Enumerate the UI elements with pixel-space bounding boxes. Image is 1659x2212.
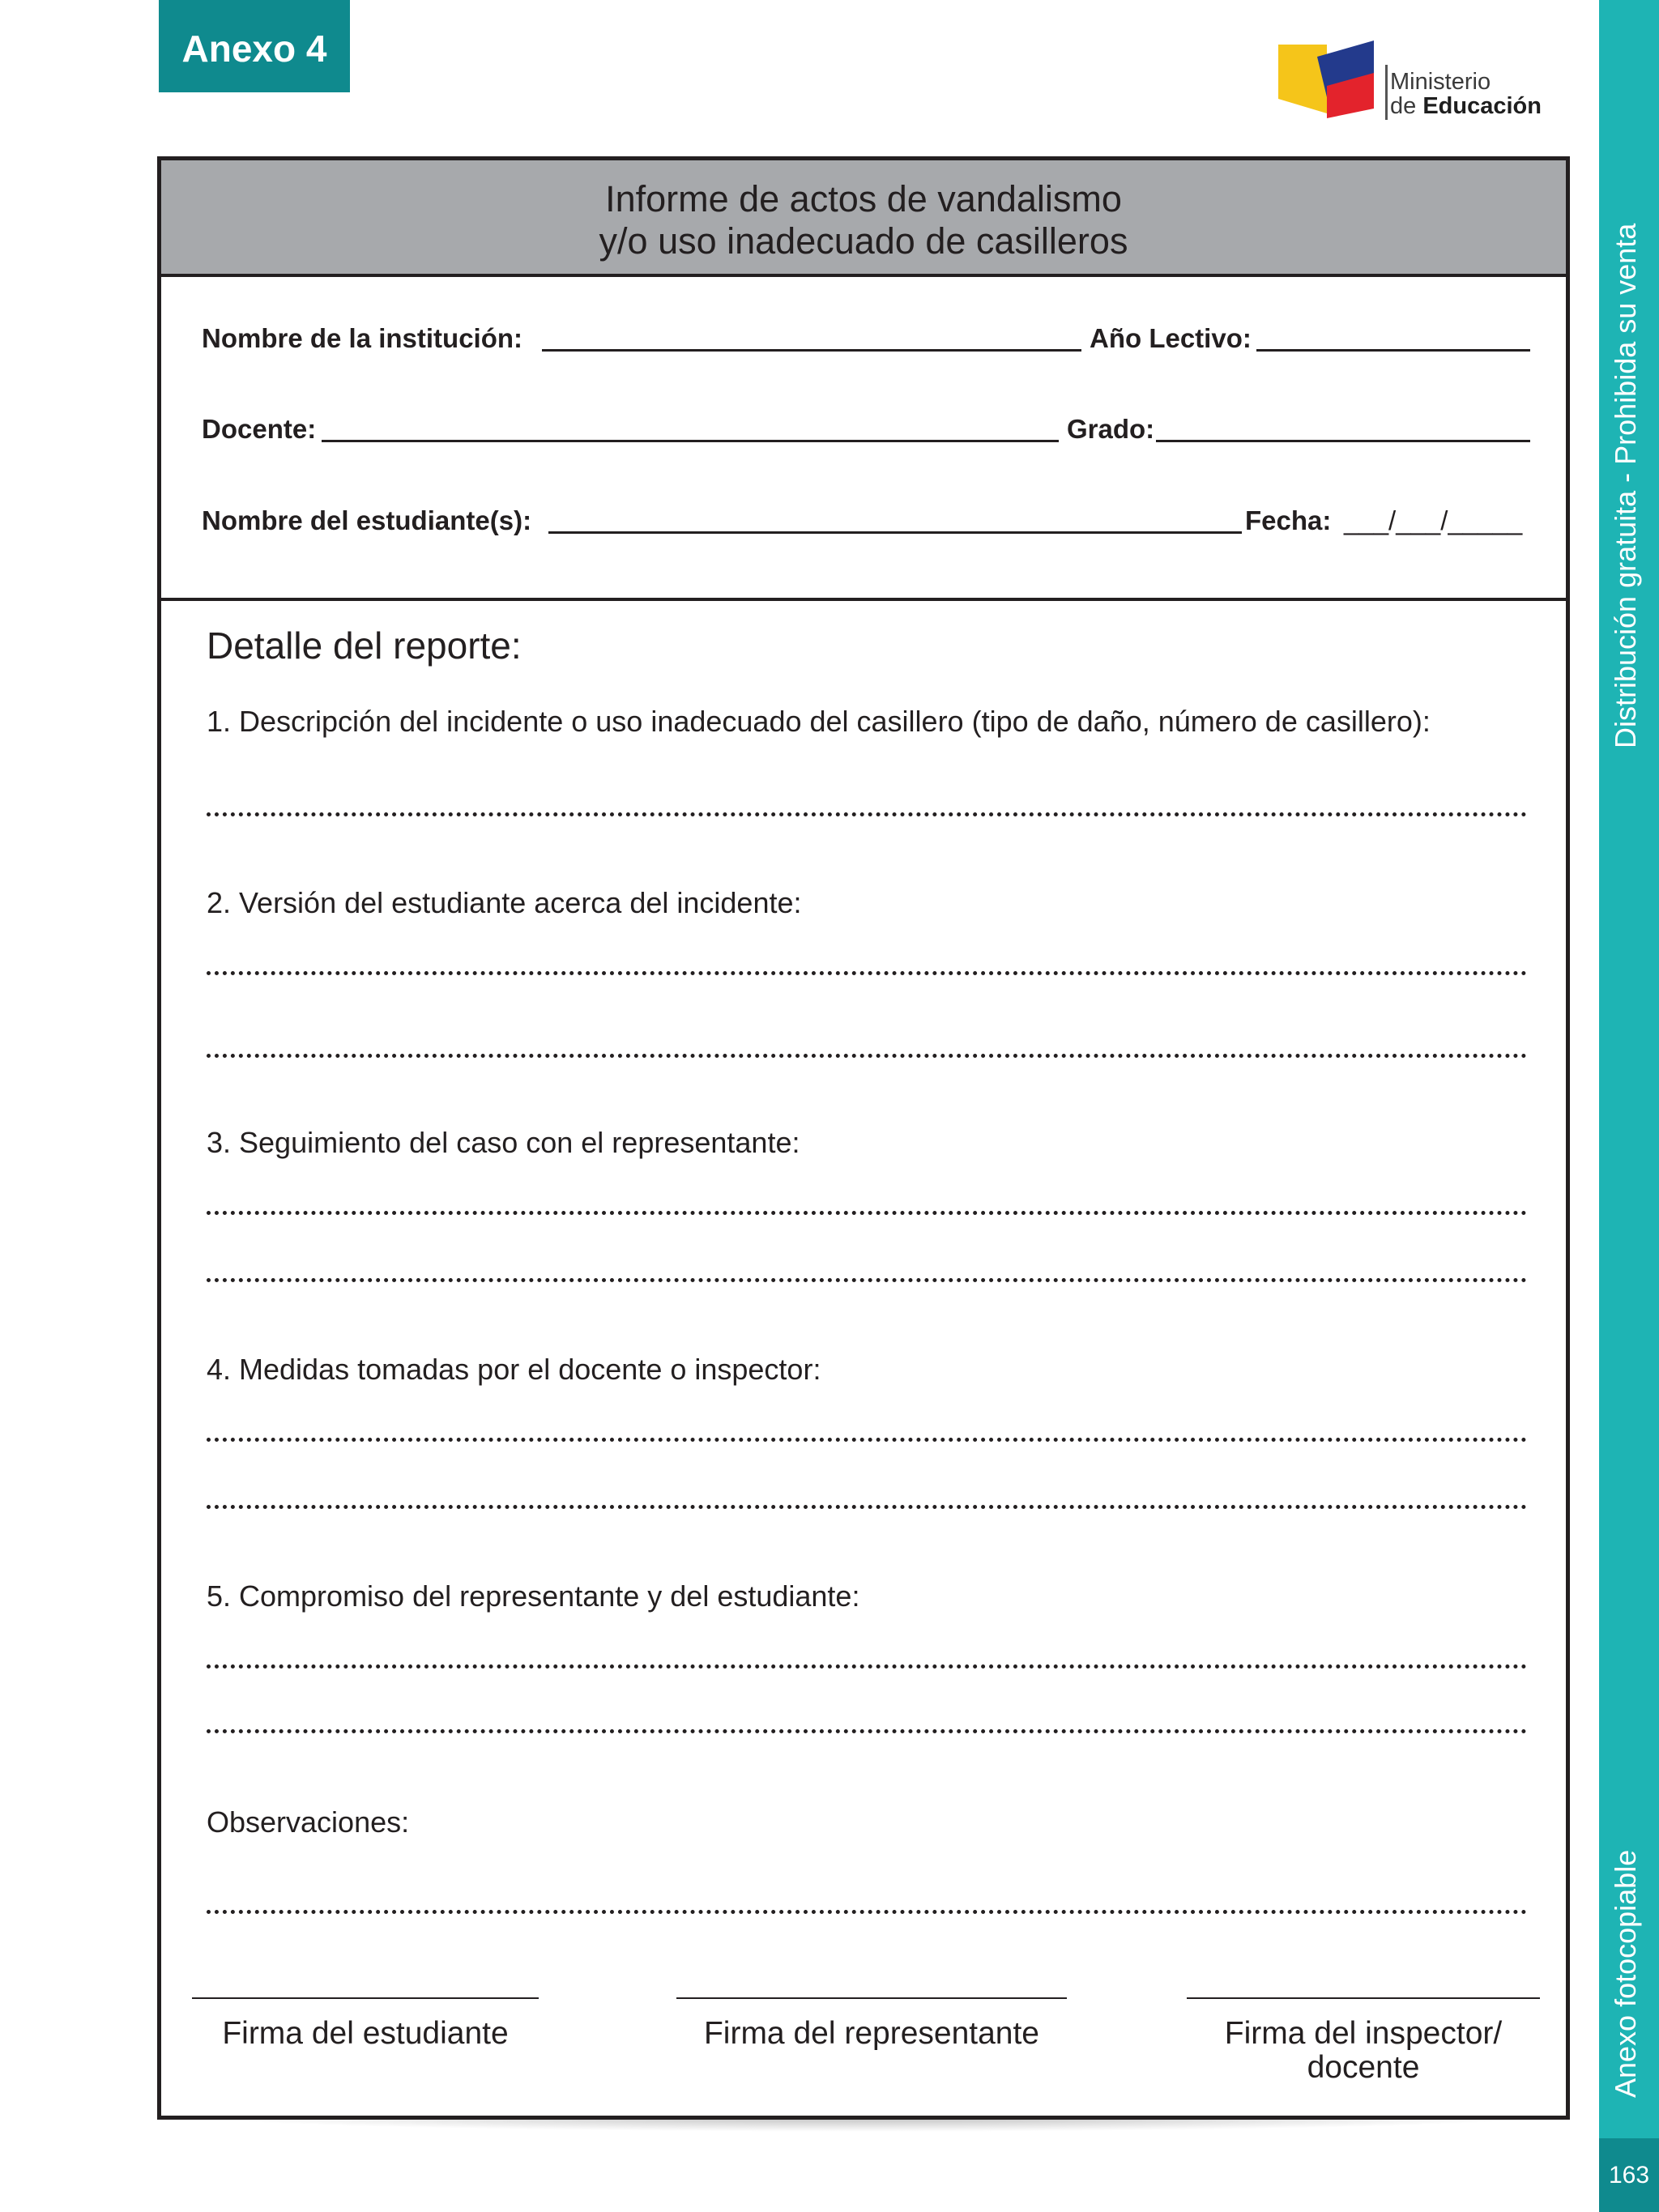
logo-line1: Ministerio [1390,69,1491,95]
date-label: Fecha: [1245,505,1332,535]
answer-line-4b[interactable] [207,1505,1527,1509]
page-number: 163 [1599,2138,1659,2212]
inspector-signature-label [1187,2017,1540,2085]
teacher-input-line[interactable] [322,440,1059,442]
logo-line2-bold: Educación [1422,93,1542,119]
form-header [161,160,1566,277]
answer-line-2b[interactable] [207,1054,1527,1058]
institution-label: Nombre de la institución: [202,323,523,353]
grade-input-line[interactable] [1156,440,1530,442]
logo-line2: de Educación [1390,93,1542,119]
sidebar-annex-text: Anexo fotocopiable [1609,1849,1642,2098]
answer-line-1a[interactable] [207,812,1527,816]
institution-input-line[interactable] [542,349,1081,352]
student-signature-line[interactable] [192,1997,539,1999]
answer-line-3b[interactable] [207,1278,1527,1282]
date-blanks[interactable]: ___/___/_____ [1344,505,1523,535]
answer-line-4a[interactable] [207,1438,1527,1442]
representative-signature-label: Firma del representante [703,2016,1040,2051]
question-5: 5. Compromiso del representante y del estudiante: [207,1579,860,1613]
school-year-input-line[interactable] [1256,349,1530,352]
teacher-label: Docente: [202,414,317,444]
answer-line-5b[interactable] [207,1729,1527,1733]
question-1: 1. Descripción del incidente o uso inadecuado del casillero (tipo de daño, número de casillero): [207,705,1431,738]
logo-divider [1385,65,1388,120]
logo-yellow-shape [1278,45,1327,113]
observations-line[interactable] [207,1910,1527,1914]
student-label: Nombre del estudiante(s): [202,505,532,535]
inspector-signature-line[interactable] [1187,1997,1540,1999]
report-form [157,156,1570,2120]
annex-tag: Anexo 4 [159,0,350,92]
form-title-line1: Informe de actos de vandalismo [605,178,1122,219]
answer-line-3a[interactable] [207,1211,1527,1215]
representative-signature-line[interactable] [676,1997,1067,1999]
inspector-signature-label-line2: docente [1307,2050,1420,2085]
sidebar-distribution-text: Distribución gratuita - Prohibida su venta [1609,223,1642,748]
section-separator [161,598,1566,601]
question-4: 4. Medidas tomadas por el docente o inspector: [207,1353,821,1386]
question-3: 3. Seguimiento del caso con el representante: [207,1126,800,1159]
observations-label: Observaciones: [207,1805,410,1839]
form-title-line2: y/o uso inadecuado de casilleros [599,220,1128,262]
answer-line-5a[interactable] [207,1664,1527,1669]
inspector-signature-label-line1: Firma del inspector/ [1224,2016,1503,2051]
grade-label: Grado: [1067,414,1155,444]
logo-text [1390,70,1542,118]
question-2: 2. Versión del estudiante acerca del incidente: [207,886,802,919]
school-year-label: Año Lectivo: [1090,323,1252,353]
student-input-line[interactable] [548,531,1242,534]
student-signature-label: Firma del estudiante [222,2016,509,2051]
report-detail-title: Detalle del reporte: [207,624,522,667]
answer-line-2a[interactable] [207,971,1527,975]
